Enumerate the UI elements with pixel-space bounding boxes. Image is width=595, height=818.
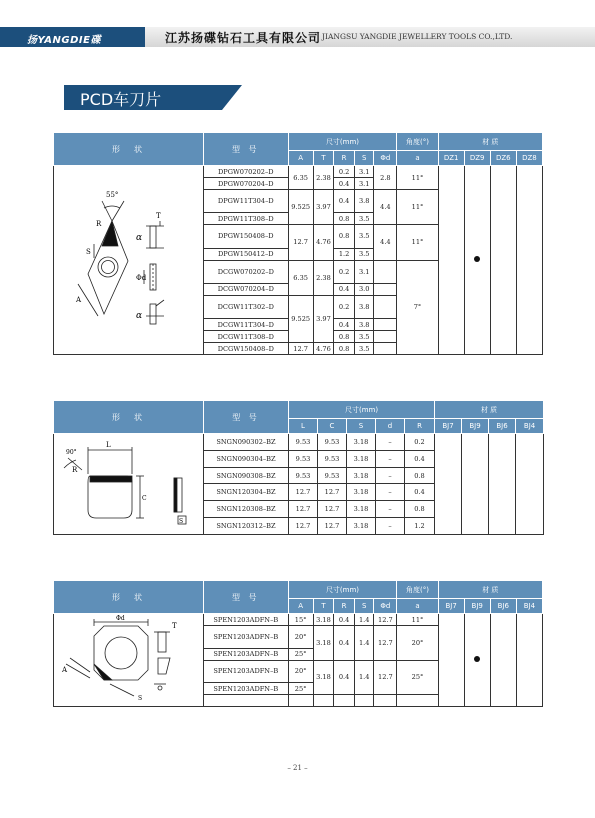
sub-header: BJ7: [435, 419, 462, 434]
size-r-cell: 0.2: [405, 434, 435, 451]
sub-header: T: [313, 599, 334, 614]
drawing-label-l: L: [106, 441, 111, 449]
size-t-cell: 3.97: [313, 295, 334, 342]
size-s-cell: 1.4: [354, 660, 374, 695]
angle-a-cell: 20°: [397, 626, 438, 661]
col-header-shape: 形 状: [54, 581, 204, 614]
size-d-cell: 4.4: [374, 225, 397, 260]
size-s-cell: 1.4: [354, 614, 374, 626]
size-t-cell: 2.38: [313, 166, 334, 190]
sub-header: BJ4: [516, 599, 542, 614]
size-t-cell: 3.18: [313, 626, 334, 661]
material-dz6-cell: [490, 166, 516, 355]
model-cell: DPGW11T308–D: [203, 213, 288, 225]
size-d-cell: 12.7: [374, 660, 397, 695]
model-cell: SPEN1203ADFN–B: [203, 626, 288, 649]
sub-header: Φd: [374, 151, 397, 166]
drawing-label-a: A: [62, 666, 68, 674]
company-name-cn: 江苏扬碟钻石工具有限公司: [165, 31, 322, 45]
size-s-cell: 3.0: [354, 283, 374, 295]
size-s-cell: 1.4: [354, 626, 374, 661]
sub-header: BJ9: [464, 599, 490, 614]
size-c-cell: 9.53: [318, 450, 347, 467]
size-r-cell: 0.4: [405, 450, 435, 467]
size-d-cell: [374, 260, 397, 283]
model-cell: SNGN090308–BZ: [204, 467, 289, 484]
size-r-cell: 0.4: [334, 178, 355, 190]
model-cell: SNGN120312–BZ: [204, 518, 289, 535]
size-a-cell: 6.35: [288, 166, 313, 190]
size-a-cell: 20°: [288, 626, 313, 649]
size-t-cell: 2.38: [313, 260, 334, 295]
size-r-cell: 0.4: [334, 626, 355, 661]
drawing-label-alpha: α: [136, 311, 143, 321]
size-d-cell: [374, 331, 397, 343]
size-r-cell: 0.8: [405, 501, 435, 518]
empty-cell: [334, 695, 355, 707]
size-r-cell: 0.2: [334, 166, 355, 178]
size-d-cell: [374, 319, 397, 331]
size-c-cell: 12.7: [318, 518, 347, 535]
drawing-label-angle: 90°: [66, 449, 77, 456]
model-cell: SNGN120308–BZ: [204, 501, 289, 518]
size-l-cell: 9.53: [289, 467, 318, 484]
sub-header: A: [288, 151, 313, 166]
size-s-cell: 3.18: [347, 434, 376, 451]
material-bj4-cell: [516, 614, 542, 707]
size-s-cell: 3.18: [347, 467, 376, 484]
empty-cell: [288, 695, 313, 707]
material-dz1-cell: [438, 166, 464, 355]
size-r-cell: 1.2: [405, 518, 435, 535]
empty-model-cell: [203, 695, 288, 707]
square-insert-drawing: [54, 614, 190, 706]
drawing-label-s: S: [179, 518, 184, 525]
sub-header: a: [397, 599, 438, 614]
col-header-angle: 角度(°): [397, 133, 438, 151]
model-cell: SPEN1203ADFN–B: [203, 614, 288, 626]
size-a-cell: 9.525: [288, 295, 313, 342]
sub-header: T: [313, 151, 334, 166]
size-a-cell: 12.7: [288, 343, 313, 355]
size-l-cell: 12.7: [289, 501, 318, 518]
drawing-label-angle: 55°: [106, 191, 119, 199]
drawing-label-s: S: [86, 248, 91, 256]
model-cell: DPGW150408–D: [203, 225, 288, 248]
size-s-cell: 3.18: [347, 501, 376, 518]
model-cell: DCGW070202–D: [203, 260, 288, 283]
drawing-label-r: R: [72, 466, 78, 474]
sub-header: BJ6: [489, 419, 516, 434]
size-c-cell: 9.53: [318, 434, 347, 451]
sub-header: C: [318, 419, 347, 434]
col-header-angle: 角度(°): [397, 581, 438, 599]
size-a-cell: 20°: [288, 660, 313, 683]
col-header-shape: 形 状: [54, 133, 204, 166]
size-s-cell: 3.5: [354, 248, 374, 260]
size-l-cell: 12.7: [289, 518, 318, 535]
size-d-cell: –: [376, 434, 405, 451]
sub-header: DZ9: [464, 151, 490, 166]
model-cell: DCGW11T302–D: [203, 295, 288, 318]
size-r-cell: 0.4: [334, 614, 355, 626]
size-l-cell: 12.7: [289, 484, 318, 501]
col-header-model: 型 号: [204, 401, 289, 434]
size-a-cell: 6.35: [288, 260, 313, 295]
material-bj4-cell: [516, 434, 544, 535]
size-a-cell: 12.7: [288, 225, 313, 260]
model-cell: SPEN1203ADFN–B: [203, 648, 288, 660]
size-a-cell: 9.525: [288, 190, 313, 225]
size-d-cell: [374, 295, 397, 318]
material-bj6-cell: [490, 614, 516, 707]
size-r-cell: 0.4: [334, 283, 355, 295]
page-header: [0, 27, 595, 47]
company-logo: 扬YANGDIE碟: [27, 35, 101, 46]
size-t-cell: 3.97: [313, 190, 334, 225]
angle-a-cell: 11°: [397, 190, 438, 225]
size-s-cell: 3.5: [354, 331, 374, 343]
model-cell: SPEN1203ADFN–B: [203, 683, 288, 695]
sub-header: a: [397, 151, 438, 166]
sub-header: R: [334, 151, 355, 166]
material-dz8-cell: [516, 166, 542, 355]
size-r-cell: 0.2: [334, 260, 355, 283]
size-t-cell: 4.76: [313, 343, 334, 355]
sub-header: DZ8: [516, 151, 542, 166]
section-title-banner: [64, 85, 242, 110]
empty-cell: [354, 695, 374, 707]
size-r-cell: 0.8: [334, 343, 355, 355]
col-header-shape: 形 状: [54, 401, 204, 434]
insert-drawing-sngn: [54, 434, 204, 535]
sub-header: R: [405, 419, 435, 434]
size-d-cell: 4.4: [374, 190, 397, 225]
sub-header: L: [289, 419, 318, 434]
empty-cell: [313, 695, 334, 707]
sub-header: R: [334, 599, 355, 614]
drawing-label-phi: Φd: [136, 274, 147, 282]
size-r-cell: 0.8: [334, 225, 355, 248]
size-a-cell: 25°: [288, 648, 313, 660]
model-cell: SNGN120304–BZ: [204, 484, 289, 501]
size-d-cell: –: [376, 501, 405, 518]
size-r-cell: 0.4: [334, 660, 355, 695]
sub-header: S: [354, 599, 374, 614]
model-cell: SNGN090302–BZ: [204, 434, 289, 451]
size-s-cell: 3.18: [347, 450, 376, 467]
angle-a-cell: 11°: [397, 166, 438, 190]
sub-header: BJ4: [516, 419, 544, 434]
drawing-label-s: S: [138, 695, 143, 702]
model-cell: SNGN090304–BZ: [204, 450, 289, 467]
model-cell: DCGW11T308–D: [203, 331, 288, 343]
size-t-cell: 3.18: [313, 660, 334, 695]
table-sngn: [53, 400, 544, 535]
size-l-cell: 9.53: [289, 450, 318, 467]
size-r-cell: 0.4: [334, 319, 355, 331]
col-header-material: 材 质: [435, 401, 544, 419]
drawing-label-a: A: [76, 296, 82, 304]
drawing-label-phi: Φd: [116, 615, 125, 622]
size-r-cell: 0.8: [334, 331, 355, 343]
section-title: PCD车刀片: [80, 90, 162, 109]
size-r-cell: 0.4: [405, 484, 435, 501]
size-s-cell: 3.8: [354, 295, 374, 318]
sub-header: d: [376, 419, 405, 434]
sub-header: Φd: [374, 599, 397, 614]
model-cell: SPEN1203ADFN–B: [203, 660, 288, 683]
size-t-cell: 3.18: [313, 614, 334, 626]
size-s-cell: 3.5: [354, 213, 374, 225]
header-brand-band: [0, 27, 145, 47]
size-d-cell: [374, 283, 397, 295]
drawing-label-t: T: [172, 622, 177, 630]
sub-header: DZ6: [490, 151, 516, 166]
size-s-cell: 3.8: [354, 319, 374, 331]
angle-a-cell: 25°: [397, 660, 438, 695]
material-bj9-cell: [464, 614, 490, 707]
sub-header: BJ7: [438, 599, 464, 614]
size-s-cell: 3.5: [354, 225, 374, 248]
size-r-cell: 1.2: [334, 248, 355, 260]
size-s-cell: 3.18: [347, 484, 376, 501]
size-c-cell: 12.7: [318, 484, 347, 501]
model-cell: DPGW070204–D: [203, 178, 288, 190]
model-cell: DPGW150412–D: [203, 248, 288, 260]
size-d-cell: 2.8: [374, 166, 397, 190]
size-t-cell: 4.76: [313, 225, 334, 260]
angle-a-cell: 11°: [397, 225, 438, 260]
col-header-model: 型 号: [203, 581, 288, 614]
model-cell: DPGW11T304–D: [203, 190, 288, 213]
material-dz9-cell: [464, 166, 490, 355]
material-mark-dot: [474, 656, 480, 662]
size-d-cell: –: [376, 450, 405, 467]
material-bj9-cell: [462, 434, 489, 535]
sub-header: A: [288, 599, 313, 614]
size-s-cell: 3.5: [354, 343, 374, 355]
size-s-cell: 3.1: [354, 178, 374, 190]
col-header-size: 尺寸(mm): [288, 133, 397, 151]
page-number: – 21 –: [287, 764, 308, 772]
sub-header: BJ6: [490, 599, 516, 614]
angle-a-cell: 11°: [397, 614, 438, 626]
drawing-label-c: C: [142, 495, 147, 502]
size-r-cell: 0.8: [405, 467, 435, 484]
drawing-label-r: R: [96, 220, 102, 228]
col-header-size: 尺寸(mm): [289, 401, 435, 419]
material-bj7-cell: [435, 434, 462, 535]
size-r-cell: 0.8: [334, 213, 355, 225]
size-d-cell: –: [376, 467, 405, 484]
size-l-cell: 9.53: [289, 434, 318, 451]
drawing-label-t: T: [156, 212, 161, 220]
empty-cell: [374, 695, 397, 707]
sub-header: BJ9: [462, 419, 489, 434]
size-r-cell: 0.2: [334, 295, 355, 318]
diamond-insert-drawing: [54, 166, 190, 354]
size-s-cell: 3.1: [354, 166, 374, 178]
material-mark-dot: [474, 256, 480, 262]
sub-header: S: [347, 419, 376, 434]
model-cell: DPGW070202–D: [203, 166, 288, 178]
angle-a-cell: 7°: [397, 260, 438, 355]
size-s-cell: 3.8: [354, 190, 374, 213]
size-c-cell: 12.7: [318, 501, 347, 518]
insert-drawing-dpgw: [54, 166, 204, 355]
empty-cell: [397, 695, 438, 707]
size-d-cell: [374, 343, 397, 355]
size-d-cell: 12.7: [374, 626, 397, 661]
square-insert-drawing: [54, 434, 202, 534]
model-cell: DCGW11T304–D: [203, 319, 288, 331]
sub-header: S: [354, 151, 374, 166]
material-bj7-cell: [438, 614, 464, 707]
size-d-cell: –: [376, 484, 405, 501]
size-c-cell: 9.53: [318, 467, 347, 484]
table-spen: [53, 580, 543, 707]
col-header-material: 材 质: [438, 133, 542, 151]
table-dpgw-dcgw: [53, 132, 543, 355]
drawing-label-alpha: α: [136, 233, 143, 243]
size-r-cell: 0.4: [334, 190, 355, 213]
col-header-model: 型 号: [203, 133, 288, 166]
size-a-cell: 15°: [288, 614, 313, 626]
size-s-cell: 3.1: [354, 260, 374, 283]
company-name-en: JIANGSU YANGDIE JEWELLERY TOOLS CO.,LTD.: [322, 32, 513, 41]
size-a-cell: 25°: [288, 683, 313, 695]
model-cell: DCGW150408–D: [203, 343, 288, 355]
model-cell: DCGW070204–D: [203, 283, 288, 295]
material-bj6-cell: [489, 434, 516, 535]
col-header-size: 尺寸(mm): [288, 581, 397, 599]
insert-drawing-spen: [54, 614, 204, 707]
sub-header: DZ1: [438, 151, 464, 166]
col-header-material: 材 质: [438, 581, 542, 599]
size-d-cell: –: [376, 518, 405, 535]
size-s-cell: 3.18: [347, 518, 376, 535]
size-d-cell: 12.7: [374, 614, 397, 626]
